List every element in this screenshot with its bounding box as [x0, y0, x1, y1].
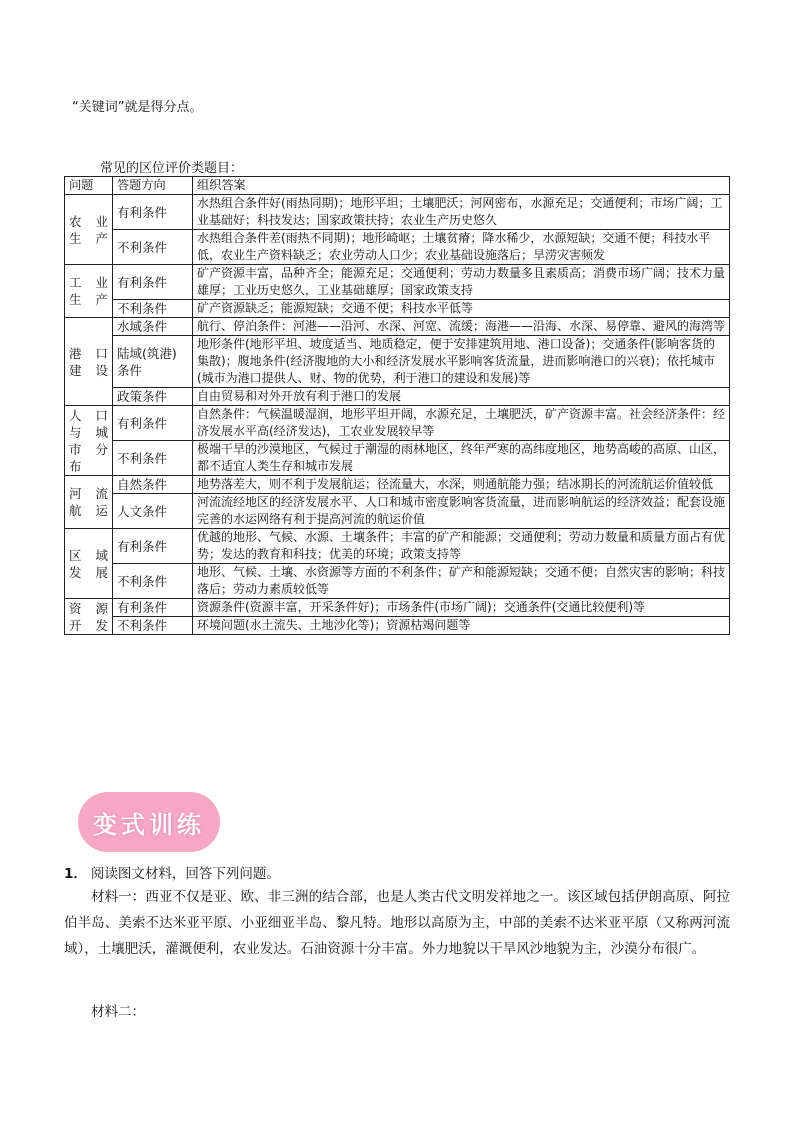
answer-cell: 优越的地形、气候、水源、土壤条件；丰富的矿产和能源；交通便利；劳动力数量和质量方面占有优势；发达的教育和科技；优美的环境；政策支持等 [193, 529, 730, 564]
answer-cell: 航行、停泊条件：河港——沿河、水深、河宽、流缓；海港——沿海、水深、易停靠、避风的海湾等 [193, 318, 730, 336]
table-row [65, 230, 730, 265]
section-badge-label: 变式训练 [93, 809, 205, 839]
category-cell: 区 域 发展 [65, 529, 113, 599]
question-prompt: 阅读图文材料，回答下列问题。 [90, 866, 280, 882]
direction-cell: 有利条件 [113, 265, 193, 300]
table-row [65, 265, 730, 300]
category-cell: 人 口 与 城 市 分 布 [65, 406, 113, 476]
table-row [65, 388, 730, 406]
answer-cell: 自由贸易和对外开放有利于港口的发展 [193, 388, 730, 406]
direction-cell: 不利条件 [113, 300, 193, 318]
question-number: 1． [64, 866, 87, 882]
intro-text: “关键词”就是得分点。 [72, 100, 203, 115]
direction-cell: 不利条件 [113, 617, 193, 635]
direction-cell: 不利条件 [113, 441, 193, 476]
answer-cell: 水热组合条件好(雨热同期)；地形平坦；土壤肥沃；河网密布，水源充足；交通便利；市场广阔；工业基础好；科技发达；国家政策扶持；农业生产历史悠久 [193, 195, 730, 230]
table-row [65, 336, 730, 388]
answer-cell: 环境问题(水土流失、土地沙化等)；资源枯竭问题等 [193, 617, 730, 635]
material-two: 材料二： [91, 1004, 145, 1020]
header-answer: 组织答案 [193, 177, 730, 195]
table-row [65, 318, 730, 336]
answer-cell: 矿产资源缺乏；能源短缺；交通不便；科技水平低等 [193, 300, 730, 318]
header-direction: 答题方向 [113, 177, 193, 195]
table-row [65, 617, 730, 635]
answer-cell: 地势落差大，则不利于发展航运；径流量大，水深，则通航能力强；结冰期长的河流航运价值较低 [193, 476, 730, 494]
direction-cell: 政策条件 [113, 388, 193, 406]
direction-cell: 陆域(筑港)条件 [113, 336, 193, 388]
table-header-row [65, 177, 730, 195]
question-title [64, 862, 280, 882]
answer-cell: 矿产资源丰富，品种齐全；能源充足；交通便利；劳动力数量多且素质高；消费市场广阔；技术力量雄厚；工业历史悠久，工业基础雄厚；国家政策支持 [193, 265, 730, 300]
table-row [65, 599, 730, 617]
direction-cell: 水域条件 [113, 318, 193, 336]
answer-cell: 水热组合条件差(雨热不同期)；地形崎岖；土壤贫瘠；降水稀少，水源短缺；交通不便；科技水平低，农业生产资料缺乏；农业劳动人口少；农业基础设施落后；旱涝灾害频发 [193, 230, 730, 265]
category-cell: 农 业 生产 [65, 195, 113, 265]
table-row [65, 564, 730, 599]
table-row [65, 441, 730, 476]
table-row [65, 529, 730, 564]
table-row [65, 195, 730, 230]
direction-cell: 有利条件 [113, 599, 193, 617]
section-badge [78, 792, 220, 852]
direction-cell: 不利条件 [113, 564, 193, 599]
direction-cell: 有利条件 [113, 529, 193, 564]
table-row [65, 406, 730, 441]
category-cell: 工 业 生产 [65, 265, 113, 318]
direction-cell: 人文条件 [113, 494, 193, 529]
answer-cell: 极端干旱的沙漠地区，气候过于潮湿的雨林地区，终年严寒的高纬度地区，地势高峻的高原、山区，都不适宜人类生存和城市发展 [193, 441, 730, 476]
table-row [65, 300, 730, 318]
region-evaluation-table [64, 176, 730, 635]
answer-cell: 自然条件：气候温暖湿润，地形平坦开阔，水源充足，土壤肥沃，矿产资源丰富。社会经济条件：经济发展水平高(经济发达)，工农业发展较早等 [193, 406, 730, 441]
direction-cell: 有利条件 [113, 406, 193, 441]
category-cell: 资 源 开发 [65, 599, 113, 635]
table-row [65, 476, 730, 494]
answer-cell: 地形、气候、土壤、水资源等方面的不利条件；矿产和能源短缺；交通不便；自然灾害的影响；科技落后；劳动力素质较低等 [193, 564, 730, 599]
table-row [65, 494, 730, 529]
answer-cell: 地形条件(地形平坦、坡度适当、地质稳定，便于安排建筑用地、港口设备)；交通条件(影响客货的集散)；腹地条件(经济腹地的大小和经济发展水平影响客货流量，进而影响港口的兴衰)；依托城市(城市为港口提供人、财、物的优势，利于港口的建设和发展)等 [193, 336, 730, 388]
category-cell: 河 流 航运 [65, 476, 113, 529]
direction-cell: 自然条件 [113, 476, 193, 494]
table-title: 常见的区位评价类题目： [100, 161, 244, 176]
answer-cell: 资源条件(资源丰富，开采条件好)；市场条件(市场广阔)；交通条件(交通比较便利)等 [193, 599, 730, 617]
material-one: 材料一：西亚不仅是亚、欧、非三洲的结合部，也是人类古代文明发祥地之一。该区域包括伊朗高原、阿拉伯半岛、美索不达米亚平原、小亚细亚半岛、黎凡特。地形以高原为主，中部的美索不达米亚平原（又称两河流域），土壤肥沃，灌溉便利，农业发达。石油资源十分丰富。外力地貌以干旱风沙地貌为主，沙漠分布很广。 [64, 889, 730, 957]
category-cell: 港 口 建设 [65, 318, 113, 406]
direction-cell: 不利条件 [113, 230, 193, 265]
answer-cell: 河流流经地区的经济发展水平、人口和城市密度影响客货流量，进而影响航运的经济效益；配套设施完善的水运网络有利于提高河流的航运价值 [193, 494, 730, 529]
direction-cell: 有利条件 [113, 195, 193, 230]
header-question: 问题 [65, 177, 113, 195]
